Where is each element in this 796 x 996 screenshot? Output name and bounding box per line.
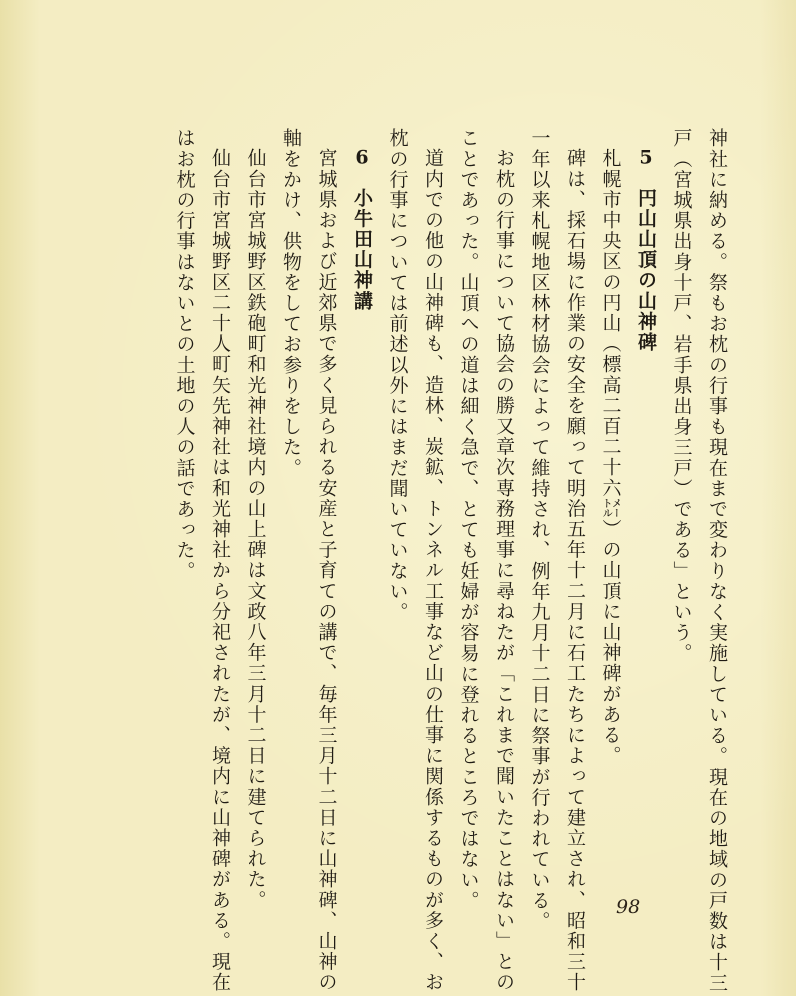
text-line: 戸（宮城県出身十戸、岩手県出身三戸）である」という。: [670, 128, 693, 664]
section-title: 円山山頂の山神碑: [635, 187, 657, 353]
text-line: ことであった。山頂への道は細く急で、とても妊婦が容易に登れるところではない。: [457, 128, 480, 911]
text-line: 枕の行事については前述以外にはまだ聞いていない。: [386, 128, 409, 623]
text-line: 碑は、採石場に作業の安全を願って明治五年十二月に石工たちによって建立され、昭和三十: [564, 148, 586, 993]
text-line: 軸をかけ、供物をしてお参りをした。: [280, 128, 302, 479]
section-number: 6: [355, 148, 369, 167]
text-line: 道内での他の山神碑も、造林、炭鉱、トンネル工事など山の仕事に関係するものが多く、お: [422, 148, 444, 993]
text-line: 神社に納める。祭もお枕の行事も現在まで変わりなく実施している。現在の地域の戸数は十三: [706, 128, 728, 994]
text-line: お枕の行事について協会の勝又章次専務理事に尋ねたが「これまで聞いたことはない」との: [493, 148, 515, 993]
text-line: はお枕の行事はないとの土地の人の話であった。: [173, 128, 196, 582]
section-heading: [344, 128, 380, 888]
section-number: 5: [639, 148, 653, 167]
text-line: 宮城県および近郊県で多く見られる安産と子育ての講で、毎年三月十二日に山神碑、山神の: [315, 148, 338, 993]
section-heading: [628, 128, 664, 888]
section-title: 小牛田山神講: [351, 187, 373, 312]
text-line: 札幌市中央区の円山（標高二百二十六㍍）の山頂に山神碑がある。: [599, 148, 622, 766]
page-number: 98: [616, 896, 641, 918]
text-line: 仙台市宮城野区鉄砲町和光神社境内の山上碑は文政八年三月十二日に建てられた。: [244, 148, 267, 911]
text-line: 仙台市宮城野区二十人町矢先神社は和光神社から分祀されたが、境内に山神碑がある。現在: [209, 148, 231, 993]
text-line: 一年以来札幌地区林材協会によって維持され、例年九月十二日に祭事が行われている。: [528, 128, 551, 932]
